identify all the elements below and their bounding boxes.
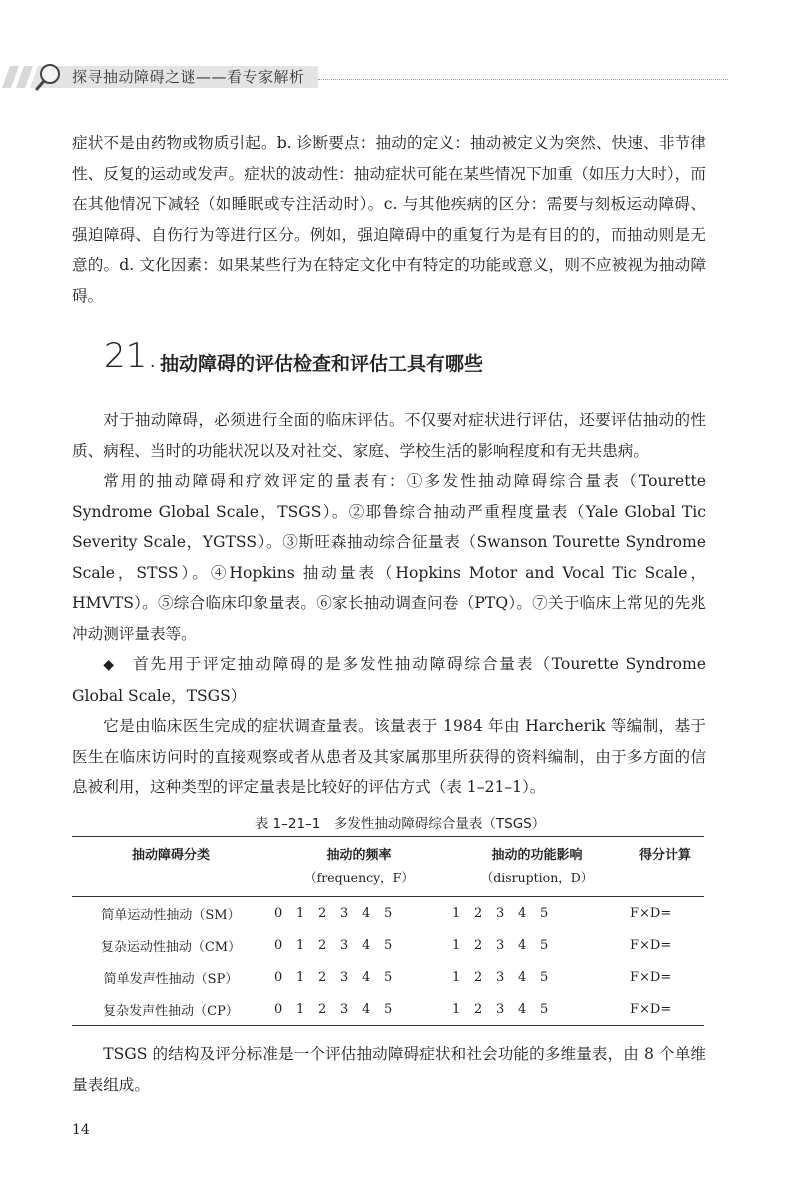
row-disruption-scale (448, 897, 626, 930)
frequency-value: 4 (362, 905, 371, 921)
row-score-formula: F×D= (630, 905, 672, 921)
table-caption: 表 1–21–1 多发性抽动障碍综合量表（TSGS） (254, 816, 546, 832)
frequency-value: 0 (274, 937, 283, 953)
row-category: 复杂运动性抽动（CM） (100, 939, 242, 955)
section-number: 21. (104, 336, 159, 376)
bullet-text: 首先用于评定抽动障碍的是多发性抽动障碍综合量表（Tourette Syndrome Global Scale，TSGS） (72, 655, 706, 705)
disruption-value: 3 (496, 905, 505, 921)
frequency-value: 1 (296, 905, 305, 921)
disruption-value: 5 (540, 905, 549, 921)
table-row (72, 897, 704, 930)
body-text (72, 405, 706, 803)
frequency-value: 2 (318, 937, 327, 953)
header-disruption: 抽动的功能影响 （disruption，D） (480, 848, 594, 885)
disruption-value: 3 (496, 937, 505, 953)
header-category: 抽动障碍分类 (131, 848, 210, 863)
frequency-value: 4 (362, 969, 371, 985)
table-body (72, 897, 704, 1026)
row-disruption-scale (448, 993, 626, 1026)
disruption-value: 3 (496, 1001, 505, 1017)
row-category: 简单发声性抽动（SP） (103, 971, 239, 987)
frequency-value: 1 (296, 937, 305, 953)
disruption-value: 4 (518, 1001, 527, 1017)
running-header-title: 探寻抽动障碍之谜——看专家解析 (72, 68, 305, 86)
row-score-formula: F×D= (630, 1001, 672, 1017)
disruption-value: 1 (452, 969, 461, 985)
disruption-value: 1 (452, 1001, 461, 1017)
diamond-bullet-icon: ◆ (103, 657, 116, 673)
table-row (72, 961, 704, 993)
frequency-value: 5 (384, 937, 393, 953)
disruption-value: 4 (518, 937, 527, 953)
disruption-value: 3 (496, 969, 505, 985)
row-category: 简单运动性抽动（SM） (101, 907, 241, 923)
row-category: 复杂发声性抽动（CP） (103, 1003, 239, 1019)
frequency-value: 1 (296, 969, 305, 985)
frequency-value: 5 (384, 905, 393, 921)
paragraph-3: 它是由临床医生完成的症状调查量表。该量表于 1984 年由 Harcherik 等编制，基于医生在临床访问时的直接观察或者从患者及其家属那里所获得的资料编制，由于多方面的信息被利用，这种类型的评定量表是比较好的评估方式（表 1–21–1）。 (72, 717, 706, 796)
intro-paragraph: 症状不是由药物或物质引起。b. 诊断要点：抽动的定义：抽动被定义为突然、快速、非节律性、反复的运动或发声。症状的波动性：抽动症状可能在某些情况下加重（如压力大时），而在其他情况下减轻（如睡眠或专注活动时）。c. 与其他疾病的区分：需要与刻板运动障碍、强迫障碍、自伤行为等进行区分。例如，强迫障碍中的重复行为是有目的的，而抽动则是无意的。d. 文化因素：如果某些行为在特定文化中有特定的功能或意义，则不应被视为抽动障碍。 (72, 134, 706, 305)
frequency-value: 3 (340, 969, 349, 985)
paragraph-4: TSGS 的结构及评分标准是一个评估抽动障碍症状和社会功能的多维量表，由 8 个单维量表组成。 (72, 1045, 706, 1094)
frequency-value: 4 (362, 937, 371, 953)
frequency-value: 1 (296, 1001, 305, 1017)
disruption-value: 2 (474, 937, 483, 953)
frequency-value: 2 (318, 1001, 327, 1017)
disruption-value: 4 (518, 969, 527, 985)
row-score-formula: F×D= (630, 937, 672, 953)
table-row (72, 929, 704, 961)
frequency-value: 2 (318, 969, 327, 985)
disruption-value: 5 (540, 969, 549, 985)
disruption-value: 2 (474, 1001, 483, 1017)
frequency-value: 3 (340, 1001, 349, 1017)
header-score: 得分计算 (638, 848, 691, 863)
disruption-value: 2 (474, 905, 483, 921)
frequency-value: 3 (340, 905, 349, 921)
table-header-row (72, 837, 704, 897)
frequency-value: 5 (384, 1001, 393, 1017)
paragraph-2: 常用的抽动障碍和疗效评定的量表有：①多发性抽动障碍综合量表（Tourette Syndrome Global Scale，TSGS）。②耶鲁综合抽动严重程度量表（Yale Global Tic Severity Scale，YGTSS）。③斯旺森抽动综合征量表（Swanson Tourette Syndrome Scale，STSS）。④Hopkins 抽动量表（Hopkins Motor and Vocal Tic Scale，HMVTS）。⑤综合临床印象量表。⑥家长抽动调查问卷（PTQ）。⑦关于临床上常见的先兆冲动测评量表等。 (72, 472, 706, 643)
closing-text (72, 1039, 706, 1100)
table-row (72, 993, 704, 1026)
disruption-value: 2 (474, 969, 483, 985)
disruption-value: 5 (540, 1001, 549, 1017)
frequency-value: 4 (362, 1001, 371, 1017)
frequency-value: 2 (318, 905, 327, 921)
disruption-value: 4 (518, 905, 527, 921)
row-frequency-scale (270, 961, 448, 993)
page-number: 14 (72, 1122, 90, 1138)
frequency-value: 0 (274, 1001, 283, 1017)
paragraph-1: 对于抽动障碍，必须进行全面的临床评估。不仅要对症状进行评估，还要评估抽动的性质、病程、当时的功能状况以及对社交、家庭、学校生活的影响程度和有无共患病。 (72, 411, 706, 460)
frequency-value: 0 (274, 969, 283, 985)
header-dotted-rule (318, 79, 728, 80)
row-disruption-scale (448, 929, 626, 961)
row-disruption-scale (448, 961, 626, 993)
section-title: 抽动障碍的评估检查和评估工具有哪些 (160, 353, 484, 375)
bullet-paragraph (72, 649, 706, 711)
row-frequency-scale (270, 897, 448, 930)
row-score-formula: F×D= (630, 969, 672, 985)
disruption-value: 5 (540, 937, 549, 953)
frequency-value: 0 (274, 905, 283, 921)
row-frequency-scale (270, 993, 448, 1026)
row-frequency-scale (270, 929, 448, 961)
frequency-value: 3 (340, 937, 349, 953)
frequency-value: 5 (384, 969, 393, 985)
header-frequency: 抽动的频率 （frequency，F） (304, 848, 414, 885)
search-icon (35, 62, 63, 92)
disruption-value: 1 (452, 905, 461, 921)
intro-text (72, 128, 706, 311)
disruption-value: 1 (452, 937, 461, 953)
tsgs-table (72, 836, 704, 1026)
